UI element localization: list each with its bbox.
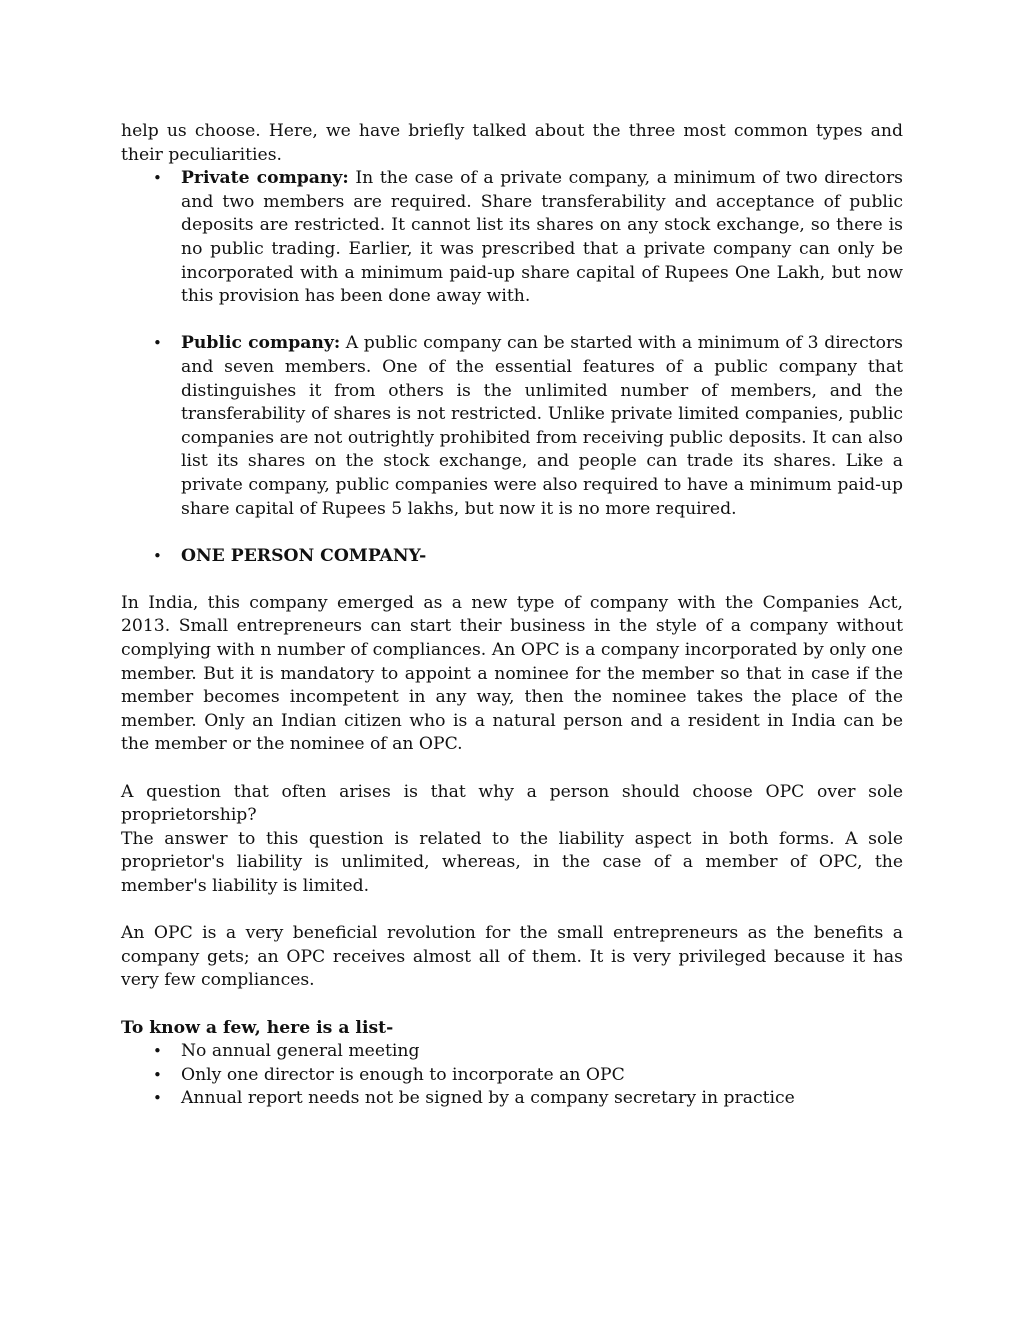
description-public-company: A public company can be started with a minimum of 3 directors and seven members. One of the essential features of a public company that distinguishes it from others is the unlimited number of members, and the transferability of shares is not restricted. Unlike private limited companies, public companies are not outrightly prohibited from receiving public deposits. It can also list its shares on the stock exchange, and people can trade its shares. Like a private company, public companies were also required to have a minimum paid-up share capital of Rupees 5 lakhs, but now it is no more required. <box>181 333 904 519</box>
bullet-icon: • <box>153 1042 162 1061</box>
list-item-text: Only one director is enough to incorporate an OPC <box>181 1064 625 1085</box>
opc-benefits-list <box>121 1040 903 1111</box>
bullet-icon: • <box>153 546 162 565</box>
list-heading: To know a few, here is a list- <box>121 1017 394 1038</box>
list-item-text: Annual report needs not be signed by a company secretary in practice <box>181 1088 795 1109</box>
list-item-public-company <box>121 332 903 521</box>
term-private-company: Private company: <box>181 168 349 189</box>
intro-paragraph: help us choose. Here, we have briefly talked about the three most common types and their peculiarities. <box>121 121 903 165</box>
question-paragraph: A question that often arises is that why a person should choose OPC over sole proprietorship? <box>121 781 903 826</box>
opc-paragraph: In India, this company emerged as a new type of company with the Companies Act, 2013. Small entrepreneurs can start their business in the style of a company without complying with n number of compliances. An OPC is a company incorporated by only one member. But it is mandatory to appoint a nominee for the member so that in case if the member becomes incompetent in any way, then the nominee takes the place of the member. Only an Indian citizen who is a natural person and a resident in India can be the member or the nominee of an OPC. <box>121 592 903 755</box>
document-page <box>121 120 903 1111</box>
term-public-company: Public company: <box>181 333 341 354</box>
description-private-company: In the case of a private company, a minimum of two directors and two members are required. Share transferability and acceptance of public deposits are restricted. It cannot list its shares on any stock exchange, so there is no public trading. Earlier, it was prescribed that a private company can only be incorporated with a minimum paid-up share capital of Rupees One Lakh, but now this provision has been done away with. <box>181 168 903 307</box>
list-item <box>121 1040 903 1064</box>
bullet-icon: • <box>153 1065 162 1084</box>
list-item <box>121 1064 903 1088</box>
list-item-private-company <box>121 167 903 309</box>
list-item-one-person-company <box>121 545 903 569</box>
bullet-icon: • <box>153 169 162 188</box>
term-one-person-company: ONE PERSON COMPANY- <box>181 545 427 566</box>
bullet-icon: • <box>153 1089 162 1108</box>
list-item-text: No annual general meeting <box>181 1041 420 1062</box>
benefit-paragraph: An OPC is a very beneficial revolution for the small entrepreneurs as the benefits a company gets; an OPC receives almost all of them. It is very privileged because it has very few compliances. <box>121 923 903 991</box>
answer-paragraph: The answer to this question is related to the liability aspect in both forms. A sole proprietor's liability is unlimited, whereas, in the case of a member of OPC, the member's liability is limited. <box>121 828 903 896</box>
company-types-list <box>121 167 903 568</box>
list-item <box>121 1087 903 1111</box>
bullet-icon: • <box>153 334 162 353</box>
